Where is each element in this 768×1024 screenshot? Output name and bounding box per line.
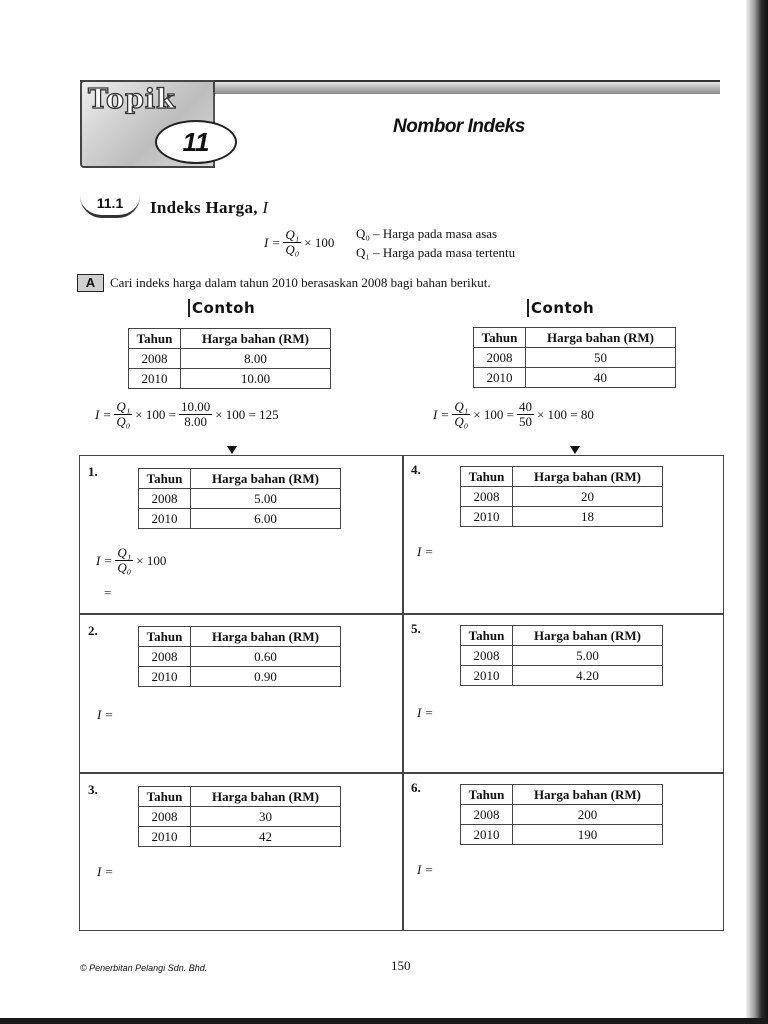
down-arrow-icon (227, 446, 237, 454)
answer-label: I = (417, 544, 434, 559)
table-row: 2008 200 (461, 805, 663, 825)
page-number: 150 (391, 958, 411, 973)
task-a (77, 274, 491, 292)
task-label: A (77, 274, 104, 292)
grid-divider (402, 456, 404, 930)
answer-label: I = (417, 705, 434, 720)
section-number-badge: 11.1 (80, 196, 140, 218)
answer-equals: = (104, 585, 112, 600)
formula-legend (356, 224, 515, 262)
table-row: 2008 50 (474, 348, 676, 368)
col-header-price: Harga bahan (RM) (181, 329, 331, 349)
table-row: 2008 30 (139, 807, 341, 827)
grid-divider (80, 613, 723, 615)
table-row: 2008 5.00 (461, 646, 663, 666)
table-row: 2008 0.60 (139, 647, 341, 667)
question-number: 3. (88, 782, 98, 797)
section-title: Indeks Harga, I (150, 198, 269, 217)
table-row: 2008 5.00 (139, 489, 341, 509)
question-number: 6. (411, 780, 421, 795)
topik-number: 11 (155, 120, 237, 164)
down-arrow-icon (570, 446, 580, 454)
example-working: I = $\frac{\text{Q₁}}{\text{Q₀}}$ × 100 = $\frac{10.00}{8.00}$ × 100 = 125 (95, 399, 279, 429)
example-heading: Contoh (188, 299, 255, 317)
example-heading: Contoh (527, 299, 594, 317)
legend-q1: Q₁ – Harga pada masa tertentu (356, 245, 516, 260)
col-header-price: Harga bahan (RM) (526, 328, 676, 348)
question-table: Tahun Harga bahan (RM) 2008 20 2010 18 (460, 466, 663, 527)
question-number: 5. (411, 621, 421, 636)
question-table: Tahun Harga bahan (RM) 2008 5.00 2010 6.00 (138, 468, 341, 529)
question-number: 1. (88, 464, 98, 479)
question-table: Tahun Harga bahan (RM) 2008 30 2010 42 (138, 786, 341, 847)
example-table (128, 328, 331, 389)
table-row: 2010 18 (461, 507, 663, 527)
answer-label: I = (97, 707, 114, 722)
question-table: Tahun Harga bahan (RM) 2008 200 2010 190 (460, 784, 663, 845)
topik-label: Topik (88, 84, 176, 115)
page-edge-bottom (0, 1018, 768, 1024)
table-row: 2010 4.20 (461, 666, 663, 686)
col-header-year: Tahun (474, 328, 526, 348)
question-table: Tahun Harga bahan (RM) 2008 0.60 2010 0.90 (138, 626, 341, 687)
page-title: Nombor Indeks (393, 116, 525, 137)
price-index-formula: I = $\frac{\text{Q₁}}{\text{Q₀}}$ × 100 (264, 227, 335, 257)
table-row: 2010 42 (139, 827, 341, 847)
answer-label: I = (417, 862, 434, 877)
question-number: 2. (88, 623, 98, 638)
answer-label: I = (97, 864, 114, 879)
question-number: 4. (411, 462, 421, 477)
legend-q0: Q₀ – Harga pada masa asas (356, 226, 498, 241)
table-row: 2010 40 (474, 368, 676, 388)
grid-divider (80, 772, 723, 774)
page-edge-shadow (746, 0, 768, 1024)
example-table (473, 327, 676, 388)
answer-hint: I = $\frac{\text{Q₁}}{\text{Q₀}}$ × 100 (96, 545, 167, 575)
table-row: 2010 0.90 (139, 667, 341, 687)
example-working: I = $\frac{\text{Q₁}}{\text{Q₀}}$ × 100 = $\frac{40}{50}$ × 100 = 80 (433, 399, 594, 429)
col-header-year: Tahun (129, 329, 181, 349)
question-table: Tahun Harga bahan (RM) 2008 5.00 2010 4.20 (460, 625, 663, 686)
table-row: 2010 10.00 (129, 369, 331, 389)
table-row: 2008 20 (461, 487, 663, 507)
task-instruction: Cari indeks harga dalam tahun 2010 berasaskan 2008 bagi bahan berikut. (110, 275, 491, 290)
table-row: 2010 190 (461, 825, 663, 845)
publisher-credit: © Penerbitan Pelangi Sdn. Bhd. (80, 963, 208, 973)
table-row: 2008 8.00 (129, 349, 331, 369)
exercise-grid (79, 455, 724, 931)
table-row: 2010 6.00 (139, 509, 341, 529)
